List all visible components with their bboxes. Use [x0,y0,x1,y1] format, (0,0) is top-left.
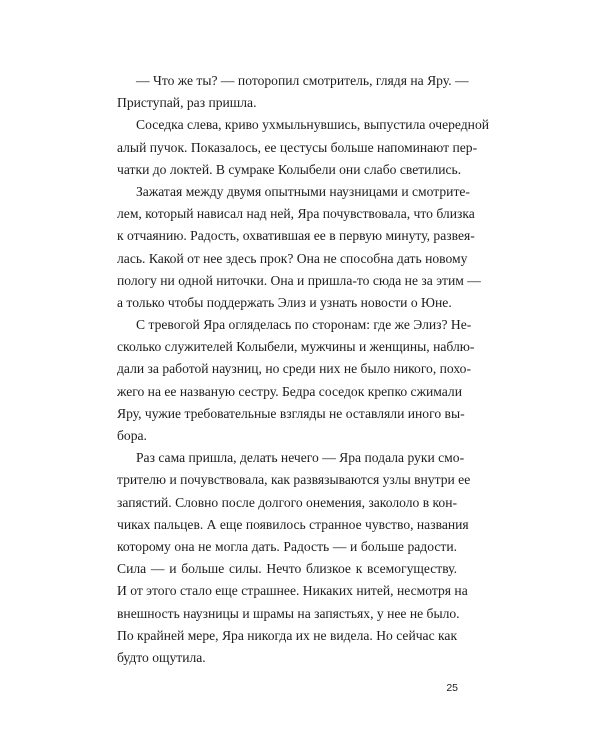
text-line: С тревогой Яра огляделась по сторонам: где же Элиз? Не- [136,317,472,333]
text-line: запястий. Словно после долгого онемения, закололо в кон- [117,494,458,510]
text-line: пологу ни одной ниточки. Она и пришла-то сюда не за этим — [117,272,481,288]
text-line: жего на ее названую сестру. Бедра соседок крепко сжимали [117,383,462,399]
text-line: лем, который нависал над ней, Яра почувствовала, что близка [117,206,475,222]
text-line: а только чтобы поддержать Элиз и узнать новости о Юне. [117,294,452,310]
text-line: — Что же ты? — поторопил смотритель, глядя на Яру. — [136,73,469,88]
text-line: Приступай, раз пришла. [117,95,257,111]
paragraph-2 [117,114,490,181]
text-line: Зажатая между двумя опытными наузницами и смотрите- [136,183,470,199]
text-line: к отчаянию. Радость, охватившая ее в первую минуту, развея- [117,228,475,244]
paragraph-5 [117,447,471,669]
text-line: Яру, чужие требовательные взгляды не оставляли иного вы- [117,405,465,421]
text-line: Соседка слева, криво ухмыльнувшись, выпустила очередной [136,117,490,133]
text-line: Раз сама пришла, делать нечего — Яра подала руки смо- [136,450,465,466]
text-line: сколько служителей Колыбели, мужчины и женщины, наблю- [117,339,475,355]
text-line: трителю и почувствовала, как развязываются узлы внутри ее [117,472,471,488]
paragraph-3 [117,181,481,314]
body-text [117,70,490,669]
paragraph-4 [117,314,475,447]
text-line: дали за работой наузниц, но среди них не было никого, похо- [117,361,471,377]
text-line: алый пучок. Показалось, ее цестусы больше напоминают пер- [117,139,478,155]
text-line: чатки до локтей. В сумраке Колыбели они слабо светились. [117,161,462,177]
paragraph-1 [117,70,469,114]
text-line: будто ощутила. [117,649,206,665]
text-line: которому она не могла дать. Радость — и больше радости. [117,538,457,554]
page-number: 25 [446,682,458,694]
text-line: чиках пальцев. А еще появилось странное чувство, названия [117,516,469,532]
text-line: внешность наузницы и шрамы на запястьях, у нее не было. [117,605,460,621]
text-line: И от этого стало еще страшнее. Никаких нитей, несмотря на [117,583,468,599]
text-line: бора. [117,428,147,443]
text-line: Сила — и больше силы. Нечто близкое к всемогуществу. [117,561,457,577]
text-line: По крайней мере, Яра никогда их не видела. Но сейчас как [117,627,458,643]
text-line: лась. Какой от нее здесь прок? Она не способна дать новому [117,250,468,266]
